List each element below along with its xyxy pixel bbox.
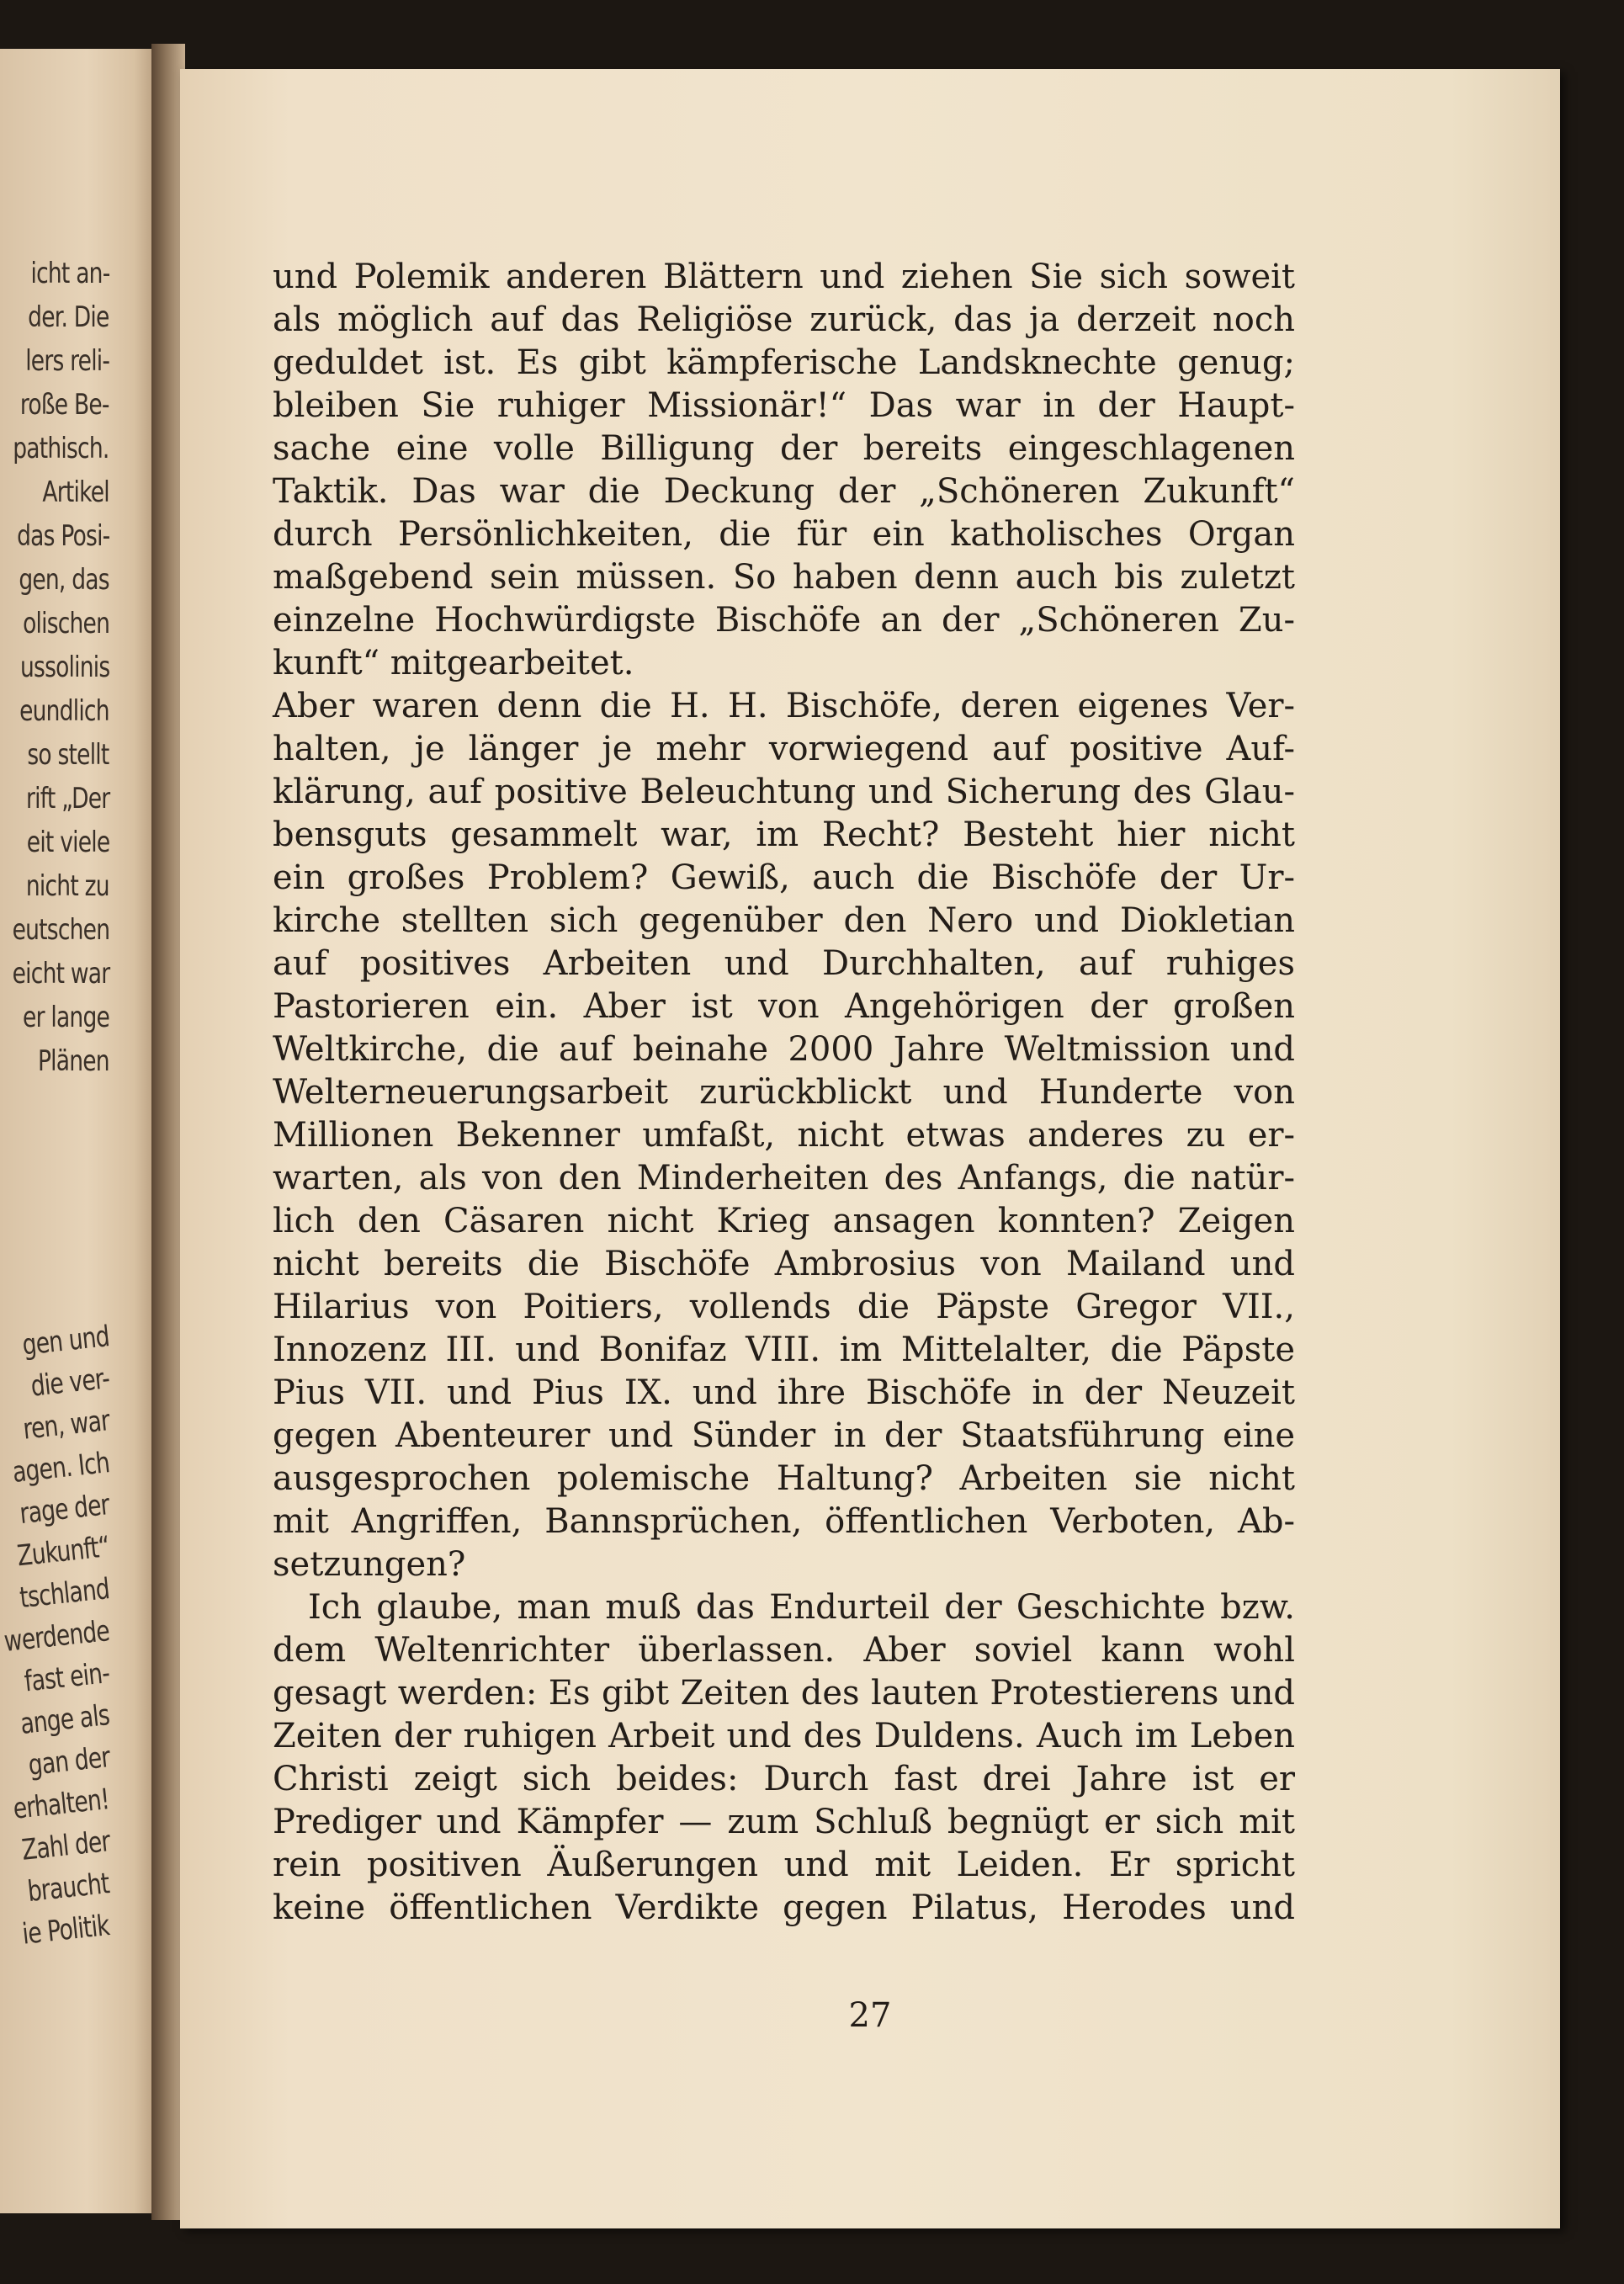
facing-line: er lange [23, 1001, 109, 1034]
body-text [273, 256, 1295, 1930]
text-line: warten, als von den Minderheiten des Anfangs, die natür- [273, 1159, 1295, 1198]
text-line: durch Persönlichkeiten, die für ein katholisches Organ [273, 515, 1295, 554]
facing-line: lers reli- [25, 344, 109, 378]
text-line: gesagt werden: Es gibt Zeiten des lauten Protestierens und [273, 1674, 1295, 1713]
facing-line: eit viele [26, 826, 109, 859]
text-line: gegen Abenteurer und Sünder in der Staatsführung eine [273, 1416, 1295, 1455]
text-line: Millionen Bekenner umfaßt, nicht etwas anderes zu er- [273, 1116, 1295, 1155]
text-line: bleiben Sie ruhiger Missionär!“ Das war in der Haupt- [273, 386, 1295, 425]
facing-line: eicht war [12, 957, 109, 991]
facing-line: rage der [18, 1488, 112, 1532]
facing-line: agen. Ich [11, 1446, 112, 1490]
facing-line: olischen [22, 607, 109, 640]
facing-line: Artikel [42, 475, 109, 509]
text-line: Innozenz III. und Bonifaz VIII. im Mittelalter, die Päpste [273, 1331, 1295, 1369]
text-line: nicht bereits die Bischöfe Ambrosius von Mailand und [273, 1245, 1295, 1283]
text-line: Prediger und Kämpfer — zum Schluß begnügt er sich mit [273, 1803, 1295, 1841]
text-line: mit Angriffen, Bannsprüchen, öffentlichen Verboten, Ab- [273, 1502, 1295, 1541]
text-line: lich den Cäsaren nicht Krieg ansagen konnten? Zeigen [273, 1202, 1295, 1240]
text-line: Pius VII. und Pius IX. und ihre Bischöfe in der Neuzeit [273, 1373, 1295, 1412]
facing-line: werdende [3, 1614, 112, 1659]
facing-line: der. Die [28, 300, 109, 334]
text-line: Pastorieren ein. Aber ist von Angehörigen der großen [273, 987, 1295, 1026]
text-line: klärung, auf positive Beleuchtung und Sicherung des Glau- [273, 773, 1295, 811]
text-line: Aber waren denn die H. H. Bischöfe, deren eigenes Ver- [273, 687, 1295, 725]
text-line: einzelne Hochwürdigste Bischöfe an der „Schöneren Zu- [273, 601, 1295, 640]
facing-line: nicht zu [26, 869, 109, 903]
text-line: Christi zeigt sich beides: Durch fast drei Jahre ist er [273, 1760, 1295, 1798]
facing-line: pathisch. [13, 432, 109, 465]
text-line: Welterneuerungsarbeit zurückblickt und Hunderte von [273, 1073, 1295, 1112]
main-page [180, 69, 1560, 2228]
facing-line: erhalten! [12, 1782, 112, 1826]
text-line: sache eine volle Billigung der bereits eingeschlagenen [273, 429, 1295, 468]
text-line: Ich glaube, man muß das Endurteil der Geschichte bzw. [308, 1588, 1295, 1627]
text-line: rein positiven Äußerungen und mit Leiden. Er spricht [273, 1846, 1295, 1884]
facing-line: fast ein- [23, 1656, 112, 1699]
facing-line: eutschen [12, 913, 109, 947]
facing-line: gen, das [19, 563, 109, 597]
text-line: auf positives Arbeiten und Durchhalten, auf ruhiges [273, 944, 1295, 983]
text-line: bensguts gesammelt war, im Recht? Besteht hier nicht [273, 815, 1295, 854]
text-line: Zeiten der ruhigen Arbeit und des Duldens. Auch im Leben [273, 1717, 1295, 1755]
facing-line: ie Politik [21, 1909, 112, 1952]
facing-line: braucht [26, 1867, 112, 1910]
facing-line: gan der [26, 1740, 112, 1783]
facing-line: ange als [19, 1698, 112, 1741]
facing-line: icht an- [30, 257, 109, 290]
text-line: geduldet ist. Es gibt kämpferische Landsknechte genug; [273, 343, 1295, 382]
text-line: ausgesprochen polemische Haltung? Arbeiten sie nicht [273, 1459, 1295, 1498]
text-line: Weltkirche, die auf beinahe 2000 Jahre Weltmission und [273, 1030, 1295, 1069]
facing-line: gen und [21, 1320, 112, 1362]
facing-line: ussolinis [19, 651, 109, 684]
facing-page-fragment [0, 49, 158, 2213]
facing-line: Zukunft“ [15, 1530, 112, 1574]
text-line: halten, je länger je mehr vorwiegend auf positive Auf- [273, 730, 1295, 768]
text-line: Hilarius von Poitiers, vollends die Päpste Gregor VII., [273, 1288, 1295, 1326]
text-line: als möglich auf das Religiöse zurück, das ja derzeit noch [273, 300, 1295, 339]
text-line: und Polemik anderen Blättern und ziehen Sie sich soweit [273, 258, 1295, 296]
text-line: ein großes Problem? Gewiß, auch die Bischöfe der Ur- [273, 858, 1295, 897]
facing-line: so stellt [27, 738, 109, 772]
text-line: setzungen? [273, 1545, 466, 1584]
facing-line: Plänen [38, 1044, 109, 1078]
facing-line: roße Be- [20, 388, 109, 422]
text-line: kunft“ mitgearbeitet. [273, 644, 634, 683]
facing-line: rift „Der [25, 782, 109, 815]
text-line: kirche stellten sich gegenüber den Nero und Diokletian [273, 901, 1295, 940]
facing-line: tschland [18, 1572, 112, 1616]
text-line: dem Weltenrichter überlassen. Aber soviel kann wohl [273, 1631, 1295, 1670]
facing-line: eundlich [19, 694, 109, 728]
facing-line: das Posi- [16, 519, 109, 553]
facing-line: Zahl der [19, 1825, 112, 1867]
text-line: Taktik. Das war die Deckung der „Schöneren Zukunft“ [273, 472, 1295, 511]
facing-line: die ver- [29, 1362, 112, 1404]
text-line: maßgebend sein müssen. So haben denn auch bis zuletzt [273, 558, 1295, 597]
facing-line: ren, war [21, 1404, 112, 1447]
page-number: 27 [848, 1996, 892, 2035]
text-line: keine öffentlichen Verdikte gegen Pilatus, Herodes und [273, 1888, 1295, 1927]
